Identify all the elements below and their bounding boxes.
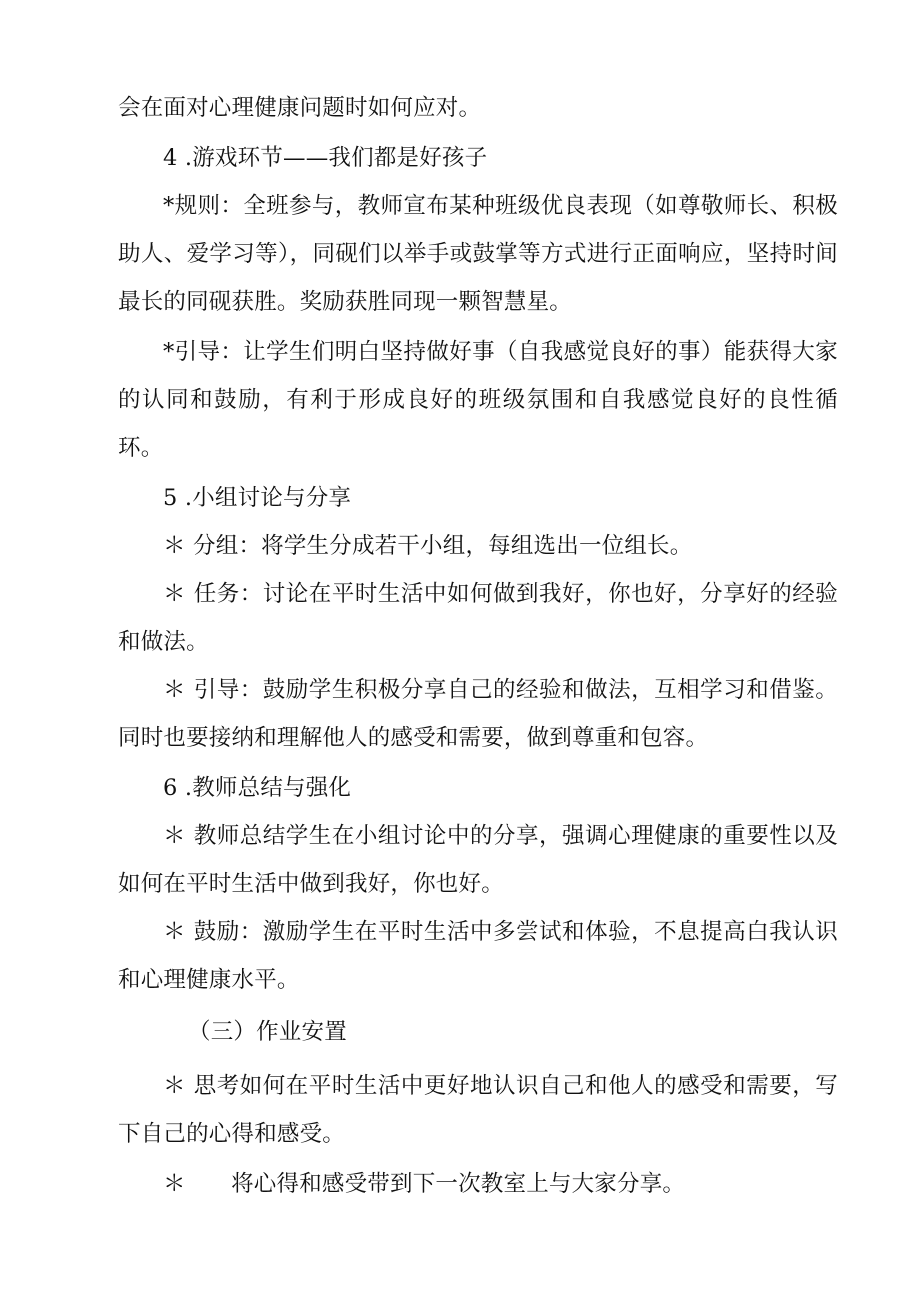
paragraph-game-guidance: *引导：让学生们明白坚持做好事（自我感觉良好的事）能获得大家的认同和鼓励，有利于形成良好的班级氛围和自我感觉良好的良性循环。 bbox=[118, 339, 838, 461]
paragraph-grouping: ＊ 分组：将学生分成若干小组，每组选出一位组长。 bbox=[163, 533, 693, 559]
heading-teacher-summary: 6 .教师总结与强化 bbox=[163, 775, 352, 801]
paragraph-continuation: 会在面对心理健康问题时如何应对。 bbox=[118, 95, 482, 121]
paragraph-teacher-summary: ＊ 教师总结学生在小组讨论中的分享，强调心理健康的重要性以及如何在平时生活中做到我好，你也好。 bbox=[118, 823, 838, 897]
paragraph-homework-share: ＊ 将心得和感受带到下一次教室上与大家分享。 bbox=[163, 1171, 686, 1197]
paragraph-encouragement: ＊ 鼓励：激励学生在平时生活中多尝试和体验，不息提高白我认识和心理健康水平。 bbox=[118, 919, 838, 993]
paragraph-task: ＊ 任务：讨论在平时生活中如何做到我好，你也好，分享好的经验和做法。 bbox=[118, 581, 838, 655]
paragraph-game-rules: *规则：全班参与，教师宣布某种班级优良表现（如尊敬师长、积极助人、爱学习等），同砚们以举手或鼓掌等方式进行正面响应，坚持时间最长的同砚获胜。奖励获胜同现一颗智慧星。 bbox=[118, 193, 838, 315]
heading-homework: （三）作业安置 bbox=[188, 1019, 347, 1045]
paragraph-homework-reflect: ＊ 思考如何在平时生活中更好地认识自己和他人的感受和需要，写下自己的心得和感受。 bbox=[118, 1073, 838, 1147]
heading-group-discussion: 5 .小组讨论与分享 bbox=[163, 485, 352, 511]
paragraph-discussion-guidance: ＊ 引导：鼓励学生积极分享自己的经验和做法，互相学习和借鉴。同时也要接纳和理解他人的感受和需要，做到尊重和包容。 bbox=[118, 677, 838, 751]
heading-game-section: 4 .游戏环节——我们都是好孩子 bbox=[163, 145, 488, 171]
